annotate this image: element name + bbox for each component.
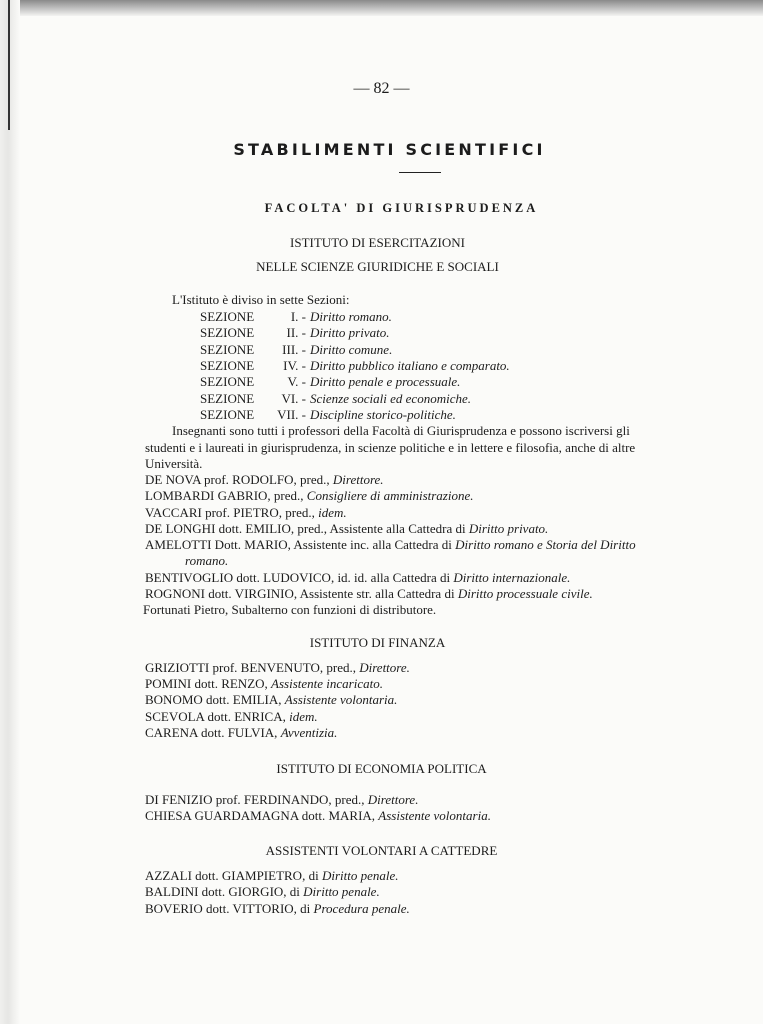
entry-text: DE NOVA prof. RODOLFO, pred., <box>145 472 333 487</box>
entry-italic: Avventizia. <box>280 724 338 740</box>
entry-italic: Diritto penale. <box>321 868 399 883</box>
sezione-label: SEZIONE <box>200 390 255 406</box>
section-subheading: NELLE SCIENZE GIURIDICHE E SOCIALI <box>256 259 499 274</box>
sezione-item <box>200 342 392 358</box>
sezione-name: Diritto romano. <box>310 309 392 324</box>
entry-text: CARENA dott. FULVIA, <box>145 724 281 740</box>
entry-italic: Direttore. <box>332 472 384 487</box>
page-title: STABILIMENTI SCIENTIFICI <box>233 140 546 159</box>
staff-entry <box>145 808 491 824</box>
sezione-number: VII. - <box>277 406 306 422</box>
staff-entry <box>145 488 474 504</box>
sezione-item <box>200 325 389 341</box>
entry-text: DI FENIZIO prof. FERDINANDO, pred., <box>145 792 368 807</box>
entry-italic: Diritto penale. <box>303 884 380 900</box>
staff-entry <box>145 676 383 692</box>
entry-text: SCEVOLA dott. ENRICA, <box>145 708 290 724</box>
intro-text: L'Istituto è diviso in sette Sezioni: <box>172 292 350 307</box>
entry-text: POMINI dott. RENZO, <box>145 676 272 692</box>
entry-italic: Assistente volontaria. <box>284 692 398 708</box>
entry-italic: Direttore. <box>367 792 419 807</box>
sezione-label: SEZIONE <box>200 309 255 324</box>
entry-italic: Direttore. <box>359 660 410 675</box>
entry-text: CHIESA GUARDAMAGNA dott. MARIA, <box>145 808 379 824</box>
staff-entry <box>145 537 636 553</box>
sezione-number: VI. - <box>281 390 306 406</box>
paragraph-line: Università. <box>145 456 203 471</box>
entry-italic: Diritto processuale civile. <box>457 586 593 601</box>
entry-text: AMELOTTI Dott. MARIO, Assistente inc. alla Cattedra di <box>145 537 456 552</box>
entry-text: DE LONGHI dott. EMILIO, pred., Assistente alla Cattedra di <box>145 521 469 536</box>
sezione-name: Scienze sociali ed economiche. <box>310 390 471 406</box>
staff-entry <box>145 505 347 521</box>
staff-entry <box>145 901 410 917</box>
sezione-label: SEZIONE <box>200 374 255 390</box>
entry-text: BALDINI dott. GIORGIO, di <box>145 884 304 900</box>
staff-entry <box>145 709 318 725</box>
sezione-label: SEZIONE <box>200 357 255 373</box>
entry-italic: Diritto romano e Storia del Diritto <box>455 537 636 552</box>
sezione-number: II. - <box>286 325 306 341</box>
staff-entry <box>145 660 410 676</box>
sezione-number: I. - <box>290 309 306 324</box>
entry-italic: idem. <box>289 708 318 724</box>
entry-text: AZZALI dott. GIAMPIETRO, di <box>145 868 322 883</box>
staff-entry <box>145 725 337 741</box>
entry-text: GRIZIOTTI prof. BENVENUTO, pred., <box>145 660 360 675</box>
section-heading: ISTITUTO DI ECONOMIA POLITICA <box>276 761 487 776</box>
scan-top-edge <box>0 0 763 16</box>
entry-italic: Procedura penale. <box>313 900 410 916</box>
paragraph-line: studenti e i laureati in giurisprudenza, in scienze politiche e in lettere e filosofia, anche di altre <box>145 440 636 455</box>
sezione-number: III. - <box>282 341 306 357</box>
entry-italic: Assistente volontaria. <box>378 808 491 824</box>
staff-entry <box>145 884 380 900</box>
title-rule <box>399 172 441 173</box>
paragraph-line: Insegnanti sono tutti i professori della Facoltà di Giurisprudenza e possono iscriversi gli <box>172 423 630 438</box>
staff-entry <box>185 553 228 569</box>
entry-text: Fortunati Pietro, Subalterno con funzioni di distributore. <box>143 602 437 617</box>
faculty-heading: FACOLTA' DI GIURISPRUDENZA <box>264 201 539 215</box>
entry-italic: romano. <box>185 553 229 568</box>
sezione-label: SEZIONE <box>200 406 255 422</box>
entry-italic: Diritto internazionale. <box>453 570 571 585</box>
sezione-name: Diritto comune. <box>310 341 393 357</box>
staff-entry <box>145 521 548 537</box>
section-heading: ISTITUTO DI FINANZA <box>309 635 446 650</box>
entry-italic: Diritto privato. <box>468 521 549 536</box>
entry-text: BONOMO dott. EMILIA, <box>145 692 285 708</box>
sezione-number: IV. - <box>283 357 306 373</box>
sezione-item <box>200 374 460 390</box>
sezione-label: SEZIONE <box>200 341 255 357</box>
sezione-item <box>200 358 510 374</box>
sezione-item <box>200 391 471 407</box>
staff-entry <box>145 792 418 808</box>
section-heading: ISTITUTO DI ESERCITAZIONI <box>290 235 465 250</box>
sezione-name: Discipline storico-politiche. <box>310 406 456 422</box>
entry-text: VACCARI prof. PIETRO, pred., <box>145 505 319 520</box>
sezione-number: V. - <box>287 374 306 390</box>
staff-entry <box>145 868 398 884</box>
sezione-name: Diritto pubblico italiano e comparato. <box>310 357 510 373</box>
entry-text: BOVERIO dott. VITTORIO, di <box>145 900 314 916</box>
section-heading: ASSISTENTI VOLONTARI A CATTEDRE <box>265 843 498 858</box>
entry-italic: idem. <box>318 505 347 520</box>
sezione-item <box>200 309 392 325</box>
entry-text: BENTIVOGLIO dott. LUDOVICO, id. id. alla Cattedra di <box>145 570 454 585</box>
staff-entry <box>143 602 436 618</box>
entry-text: ROGNONI dott. VIRGINIO, Assistente str. alla Cattedra di <box>145 586 458 601</box>
sezione-name: Diritto privato. <box>310 325 390 341</box>
entry-italic: Assistente incaricato. <box>271 676 383 692</box>
scan-binding-line <box>8 0 10 130</box>
sezione-label: SEZIONE <box>200 325 255 341</box>
entry-italic: Consigliere di amministrazione. <box>306 488 474 503</box>
staff-entry <box>145 472 384 488</box>
staff-entry <box>145 692 397 708</box>
sezione-item <box>200 407 456 423</box>
sezione-name: Diritto penale e processuale. <box>310 374 461 390</box>
staff-entry <box>145 586 593 602</box>
staff-entry <box>145 570 570 586</box>
entry-text: LOMBARDI GABRIO, pred., <box>145 488 307 503</box>
page-number: — 82 — <box>353 80 410 97</box>
